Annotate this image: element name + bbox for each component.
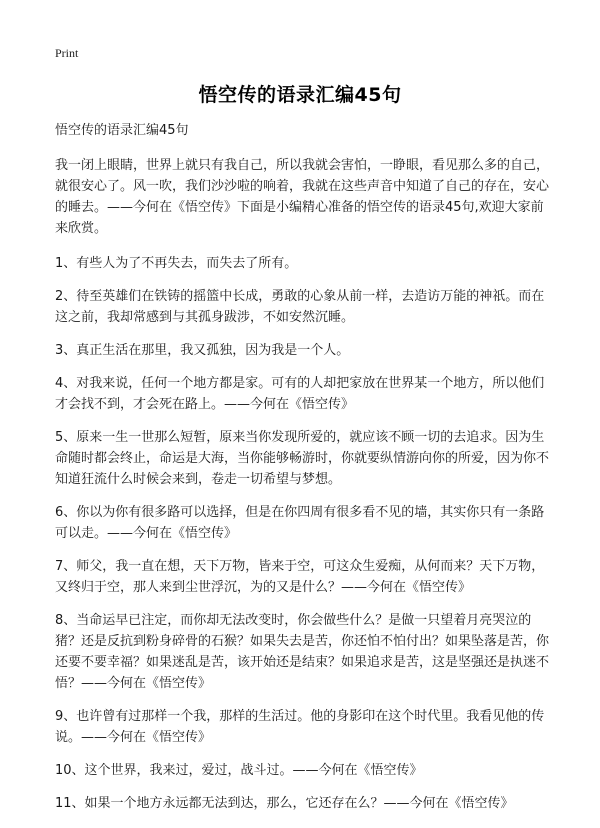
intro-paragraph: 我一闭上眼睛，世界上就只有我自己，所以我就会害怕，一睁眼，看见那么多的自己，就很安心了。风一吹，我们沙沙啦的响着，我就在这些声音中知道了自己的存在，安心的睡去。——今何在《悟空传》下面是小编精心准备的悟空传的语录45句,欢迎大家前来欣赏。 [55, 158, 550, 236]
quote-item-5: 5、原来一生一世那么短暂，原来当你发现所爱的，就应该不顾一切的去追求。因为生命随时都会终止，命运是大海，当你能够畅游时，你就要纵情游向你的所爱，因为你不知道狂流什么时候会来到，卷走一切希望与梦想。 [55, 430, 550, 487]
quote-item-6: 6、你以为你有很多路可以选择，但是在你四周有很多看不见的墙，其实你只有一条路可以走。——今何在《悟空传》 [55, 505, 545, 541]
quote-item-2: 2、待至英雄们在铁铸的摇篮中长成，勇敢的心象从前一样，去造访万能的神祇。而在这之前，我却常感到与其孤身跋涉，不如安然沉睡。 [55, 289, 545, 325]
article-body [55, 120, 550, 826]
article-subtitle: 悟空传的语录汇编45句 [55, 123, 189, 138]
quote-item-10: 10、这个世界，我来过，爱过，战斗过。——今何在《悟空传》 [55, 763, 423, 778]
print-label: Print [55, 46, 79, 60]
quote-item-9: 9、也许曾有过那样一个我，那样的生活过。他的身影印在这个时代里。我看见他的传说。——今何在《悟空传》 [55, 709, 545, 745]
quote-item-11: 11、如果一个地方永远都无法到达，那么，它还存在么？——今何在《悟空传》 [55, 796, 514, 811]
quote-item-1: 1、有些人为了不再失去，而失去了所有。 [55, 256, 298, 271]
quote-item-3: 3、真正生活在那里，我又孤独，因为我是一个人。 [55, 343, 350, 358]
page-title: 悟空传的语录汇编45句 [198, 84, 402, 106]
quote-item-8: 8、当命运早已注定，而你却无法改变时，你会做些什么？是做一只望着月亮哭泣的猪？还是反抗到粉身碎骨的石猴？如果失去是苦，你还怕不怕付出？如果坠落是苦，你还要不要幸福？如果迷乱是苦，该开始还是结束？如果追求是苦，这是坚强还是执迷不悟？——今何在《悟空传》 [55, 613, 550, 691]
quote-item-4: 4、对我来说，任何一个地方都是家。可有的人却把家放在世界某一个地方，所以他们才会找不到，才会死在路上。——今何在《悟空传》 [55, 376, 545, 412]
quote-item-7: 7、师父，我一直在想，天下万物，皆来于空，可这众生爱痴，从何而来？天下万物，又终归于空，那人来到尘世浮沉，为的又是什么？——今何在《悟空传》 [55, 559, 545, 595]
